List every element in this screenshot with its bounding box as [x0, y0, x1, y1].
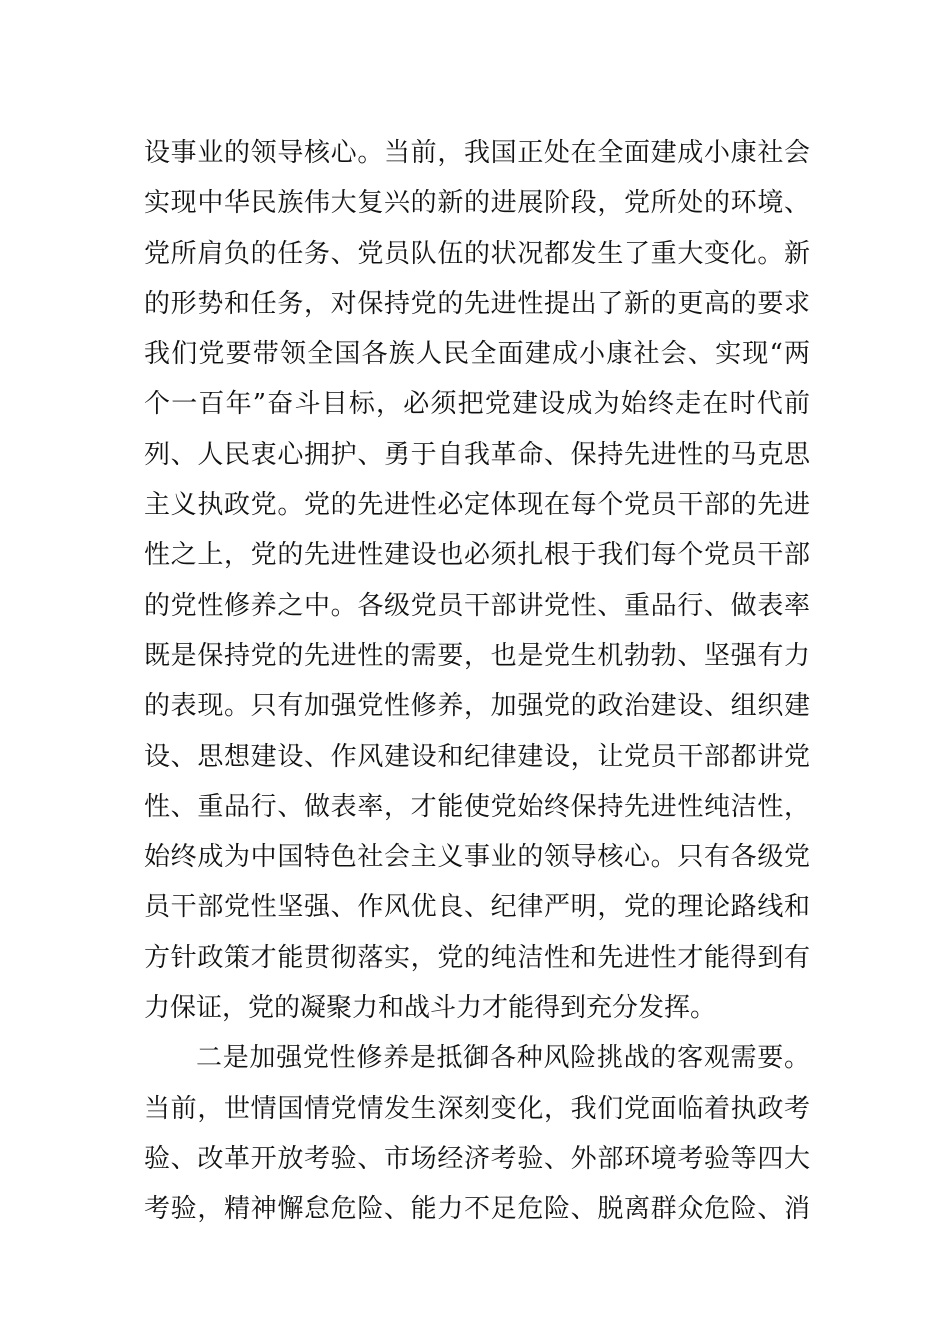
text-line: 方针政策才能贯彻落实，党的纯洁性和先进性才能得到有	[144, 942, 810, 973]
text-line: 始终成为中国特色社会主义事业的领导核心。只有各级党	[144, 842, 810, 873]
text-line: 的表现。只有加强党性修养，加强党的政治建设、组织建	[144, 691, 810, 722]
paragraph-heading-line: 二是加强党性修养是抵御各种风险挑战的客观需要。	[196, 1043, 810, 1074]
body-text	[144, 128, 810, 1235]
text-line: 设、思想建设、作风建设和纪律建设，让党员干部都讲党	[144, 741, 810, 772]
text-line: 考验，精神懈怠危险、能力不足危险、脱离群众危险、消	[144, 1194, 810, 1225]
text-line: 党所肩负的任务、党员队伍的状况都发生了重大变化。新	[144, 238, 810, 269]
text-line: 员干部党性坚强、作风优良、纪律严明，党的理论路线和	[144, 892, 810, 923]
text-line: 当前，世情国情党情发生深刻变化，我们党面临着执政考	[144, 1093, 810, 1124]
paragraph-end-line: 力保证，党的凝聚力和战斗力才能得到充分发挥。	[144, 993, 717, 1024]
text-line: 验、改革开放考验、市场经济考验、外部环境考验等四大	[144, 1143, 810, 1174]
text-line: 设事业的领导核心。当前，我国正处在全面建成小康社会	[144, 138, 810, 168]
text-line: 个一百年”奋斗目标，必须把党建设成为始终走在时代前	[144, 389, 810, 420]
text-line: 列、人民衷心拥护、勇于自我革命、保持先进性的马克思	[144, 439, 810, 470]
text-line: 既是保持党的先进性的需要，也是党生机勃勃、坚强有力	[144, 640, 810, 671]
text-line: 性、重品行、做表率，才能使党始终保持先进性纯洁性，	[144, 791, 810, 822]
text-line: 实现中华民族伟大复兴的新的进展阶段，党所处的环境、	[144, 188, 810, 219]
text-line: 的党性修养之中。各级党员干部讲党性、重品行、做表率	[144, 590, 810, 621]
text-line: 主义执政党。党的先进性必定体现在每个党员干部的先进	[144, 490, 810, 521]
text-line: 我们党要带领全国各族人民全面建成小康社会、实现“两	[144, 339, 810, 370]
text-line: 性之上，党的先进性建设也必须扎根于我们每个党员干部	[144, 540, 810, 571]
text-line: 的形势和任务，对保持党的先进性提出了新的更高的要求	[144, 288, 810, 319]
